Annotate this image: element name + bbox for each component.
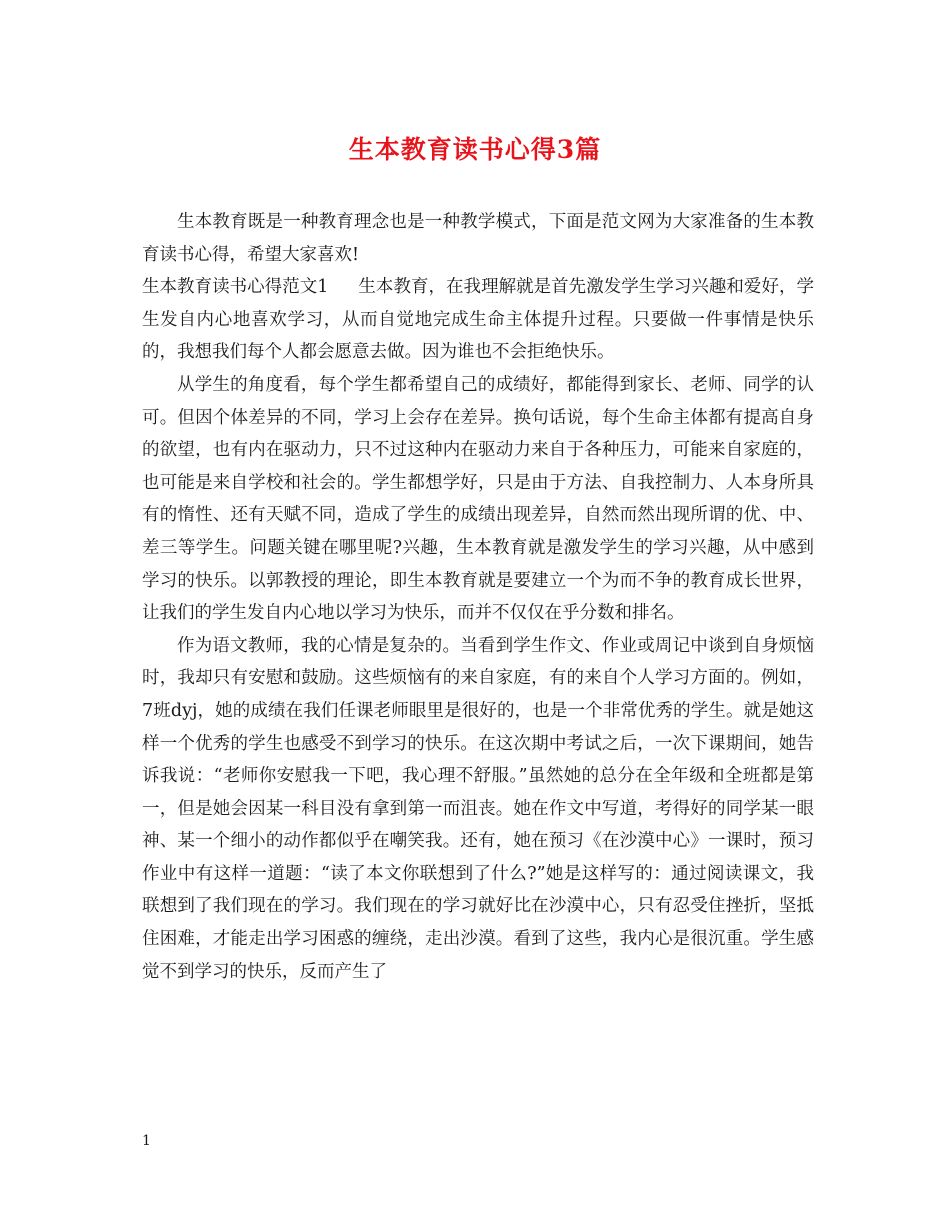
section1-paragraph (142, 271, 814, 369)
page-number: 1 (142, 1133, 151, 1149)
document-body (142, 206, 814, 988)
body-paragraph-2: 作为语文教师，我的心情是复杂的。当看到学生作文、作业或周记中谈到自身烦恼时，我却只有安慰和鼓励。这些烦恼有的来自家庭，有的来自个人学习方面的。例如，7班dyj，她的成绩在我们任课老师眼里是很好的，也是一个非常优秀的学生。就是她这样一个优秀的学生也感受不到学习的快乐。在这次期中考试之后，一次下课期间，她告诉我说：“老师你安慰我一下吧，我心理不舒服。”虽然她的总分在全年级和全班都是第一，但是她会因某一科目没有拿到第一而沮丧。她在作文中写道，考得好的同学某一眼神、某一个细小的动作都似乎在嘲笑我。还有，她在预习《在沙漠中心》一课时，预习作业中有这样一道题：“读了本文你联想到了什么?”她是这样写的：通过阅读课文，我联想到了我们现在的学习。我们现在的学习就好比在沙漠中心，只有忍受住挫折，坚抵住困难，才能走出学习困惑的缠绕，走出沙漠。看到了这些，我内心是很沉重。学生感觉不到学习的快乐，反而产生了 (142, 635, 814, 982)
document-title: 生本教育读书心得3篇 (348, 135, 602, 164)
section1-text: 生本教育，在我理解就是首先激发学生学习兴趣和爱好，学生发自内心地喜欢学习，从而自觉地完成生命主体提升过程。只要做一件事情是快乐的，我想我们每个人都会愿意去做。因为谁也不会拒绝快乐。 (142, 277, 814, 363)
body-paragraph-1: 从学生的角度看，每个学生都希望自己的成绩好，都能得到家长、老师、同学的认可。但因个体差异的不同，学习上会存在差异。换句话说，每个生命主体都有提高自身的欲望，也有内在驱动力，只不过这种内在驱动力来自于各种压力，可能来自家庭的，也可能是来自学校和社会的。学生都想学好，只是由于方法、自我控制力、人本身所具有的惰性、还有天赋不同，造成了学生的成绩出现差异，自然而然出现所谓的优、中、差三等学生。问题关键在哪里呢?兴趣，生本教育就是激发学生的学习兴趣，从中感到学习的快乐。以郭教授的理论，即生本教育就是要建立一个为而不争的教育成长世界，让我们的学生发自内心地以学习为快乐，而并不仅仅在乎分数和排名。 (142, 374, 814, 624)
section-heading: 生本教育读书心得范文1 (142, 277, 329, 298)
intro-paragraph: 生本教育既是一种教育理念也是一种教学模式，下面是范文网为大家准备的生本教育读书心得，希望大家喜欢! (142, 212, 814, 265)
